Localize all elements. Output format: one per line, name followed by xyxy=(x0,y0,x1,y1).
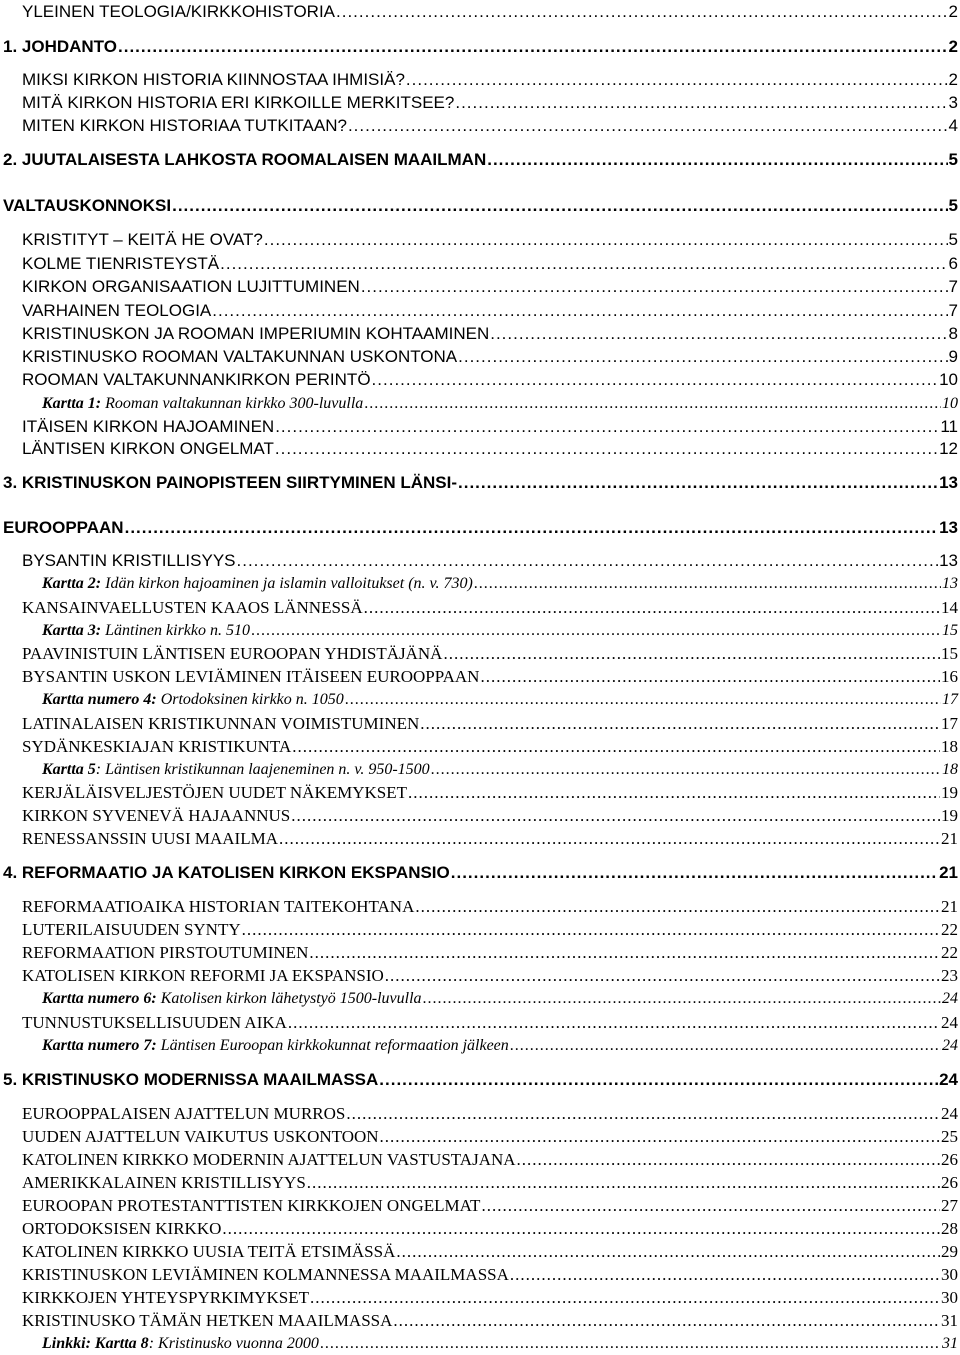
toc-entry-title: KATOLINEN KIRKKO UUSIA TEITÄ ETSIMÄSSÄ xyxy=(22,1242,396,1261)
dot-leader xyxy=(251,620,941,642)
dot-leader xyxy=(380,1126,940,1148)
toc-entry[interactable] xyxy=(3,195,958,217)
dot-leader xyxy=(510,1264,940,1286)
toc-entry[interactable] xyxy=(22,828,958,850)
toc-entry-title: SYDÄNKESKIAJAN KRISTIKUNTA xyxy=(22,737,292,756)
map-caption: Läntinen kirkko n. 510 xyxy=(101,622,250,639)
toc-entry-title: KRISTINUSKO TÄMÄN HETKEN MAAILMASSA xyxy=(22,1311,393,1330)
page-number: 10 xyxy=(939,370,958,389)
toc-entry-title: KATOLINEN KIRKKO MODERNIN AJATTELUN VASTUSTAJANA xyxy=(22,1150,516,1169)
dot-leader xyxy=(348,115,948,137)
page-number: 17 xyxy=(942,691,958,708)
toc-entry-title: MITÄ KIRKON HISTORIA ERI KIRKOILLE MERKITSEE? xyxy=(22,93,455,112)
dot-leader xyxy=(264,229,948,251)
dot-leader xyxy=(379,1069,938,1091)
toc-entry[interactable] xyxy=(22,438,958,460)
toc-entry[interactable] xyxy=(22,69,958,91)
page-number: 21 xyxy=(941,829,958,848)
map-label: Kartta 5 xyxy=(42,761,96,778)
toc-entry[interactable] xyxy=(22,1241,958,1263)
page-number: 21 xyxy=(939,863,958,882)
page-number: 26 xyxy=(941,1173,958,1192)
toc-entry[interactable] xyxy=(22,416,958,438)
toc-entry[interactable] xyxy=(42,573,958,595)
toc-entry[interactable] xyxy=(22,1,958,23)
toc-entry-title: BYSANTIN USKON LEVIÄMINEN ITÄISEEN EUROOPPAAN xyxy=(22,667,480,686)
dot-leader xyxy=(420,713,940,735)
toc-entry[interactable] xyxy=(42,1035,958,1057)
page-number: 24 xyxy=(942,1037,958,1054)
page-number: 3 xyxy=(948,93,958,112)
dot-leader xyxy=(361,276,948,298)
toc-entry[interactable] xyxy=(22,896,958,918)
page-number: 30 xyxy=(941,1288,958,1307)
toc-entry[interactable] xyxy=(22,736,958,758)
page-number: 23 xyxy=(941,966,958,985)
toc-entry[interactable] xyxy=(22,1012,958,1034)
toc-entry-title: KRISTINUSKO ROOMAN VALTAKUNNAN USKONTONA xyxy=(22,347,458,366)
toc-entry[interactable] xyxy=(22,550,958,572)
toc-entry-title: EUROOPPALAISEN AJATTELUN MURROS xyxy=(22,1104,346,1123)
page-number: 5 xyxy=(948,150,958,169)
toc-entry-title: VALTAUSKONNOKSI xyxy=(3,196,172,215)
map-label: Kartta 2: xyxy=(42,575,102,592)
dot-leader xyxy=(423,988,941,1010)
toc-entry-title: KIRKON SYVENEVÄ HAJAANNUS xyxy=(22,806,291,825)
map-caption: Rooman valtakunnan kirkko 300-luvulla xyxy=(101,395,364,412)
dot-leader xyxy=(451,862,938,884)
toc-entry-title: EUROOPAN PROTESTANTTISTEN KIRKKOJEN ONGELMAT xyxy=(22,1196,481,1215)
toc-entry[interactable] xyxy=(3,472,958,494)
toc-entry[interactable] xyxy=(22,1310,958,1332)
toc-entry-title: MIKSI KIRKON HISTORIA KIINNOSTAA IHMISIÄ? xyxy=(22,70,405,89)
dot-leader xyxy=(406,69,948,91)
dot-leader xyxy=(222,1218,940,1240)
page-number: 13 xyxy=(939,473,958,492)
map-label: Linkki: Kartta 8 xyxy=(42,1335,149,1352)
toc-entry[interactable] xyxy=(42,689,958,711)
dot-leader xyxy=(320,1333,941,1355)
dot-leader xyxy=(275,416,939,438)
page-number: 30 xyxy=(941,1265,958,1284)
toc-entry[interactable] xyxy=(22,919,958,941)
toc-entry-title: MITEN KIRKON HISTORIAA TUTKITAAN? xyxy=(22,116,347,135)
dot-leader xyxy=(393,1310,940,1332)
toc-entry-title: 1. JOHDANTO xyxy=(3,37,117,56)
toc-entry[interactable] xyxy=(22,276,958,298)
toc-entry[interactable] xyxy=(22,115,958,137)
page-number: 2 xyxy=(948,37,958,56)
dot-leader xyxy=(372,369,939,391)
dot-leader xyxy=(396,1241,940,1263)
page-number: 18 xyxy=(942,761,958,778)
dot-leader xyxy=(310,1287,940,1309)
map-caption: Läntisen Euroopan kirkkokunnat reformaation jälkeen xyxy=(156,1037,509,1054)
map-caption: : Kristinusko vuonna 2000 xyxy=(148,1335,319,1352)
dot-leader xyxy=(408,782,940,804)
toc-entry-title: YLEINEN TEOLOGIA/KIRKKOHISTORIA xyxy=(22,2,336,21)
toc-entry[interactable] xyxy=(22,92,958,114)
toc-entry[interactable] xyxy=(42,759,958,781)
toc-entry-title: REFORMAATIOAIKA HISTORIAN TAITEKOHTANA xyxy=(22,897,415,916)
toc-entry[interactable] xyxy=(22,300,958,322)
toc-entry[interactable] xyxy=(22,1149,958,1171)
page-number: 9 xyxy=(948,347,958,366)
dot-leader xyxy=(291,805,940,827)
page-number: 31 xyxy=(941,1311,958,1330)
toc-entry[interactable] xyxy=(42,393,958,415)
toc-entry-title xyxy=(42,759,430,781)
toc-entry-title: KATOLISEN KIRKON REFORMI JA EKSPANSIO xyxy=(22,966,384,985)
toc-entry-title: KRISTINUSKON JA ROOMAN IMPERIUMIN KOHTAAMINEN xyxy=(22,324,490,343)
toc-entry-title: KIRKKOJEN YHTEYSPYRKIMYKSET xyxy=(22,1288,309,1307)
toc-entry-title xyxy=(42,573,473,595)
dot-leader xyxy=(431,759,941,781)
toc-entry[interactable] xyxy=(3,862,958,884)
toc-entry[interactable] xyxy=(42,620,958,642)
toc-entry-title: ITÄISEN KIRKON HAJOAMINEN xyxy=(22,417,275,436)
toc-entry-title: UUDEN AJATTELUN VAIKUTUS USKONTOON xyxy=(22,1127,379,1146)
page-number: 22 xyxy=(941,920,958,939)
dot-leader xyxy=(292,736,940,758)
map-caption: : Läntisen kristikunnan laajeneminen n. v. 950-1500 xyxy=(95,761,430,778)
toc-entry-title: KANSAINVAELLUSTEN KAAOS LÄNNESSÄ xyxy=(22,598,363,617)
toc-entry[interactable] xyxy=(22,1195,958,1217)
toc-entry[interactable] xyxy=(3,149,958,171)
toc-entry[interactable] xyxy=(22,965,958,987)
toc-entry-title xyxy=(42,689,344,711)
page-number: 5 xyxy=(948,196,958,215)
page-number: 13 xyxy=(942,575,958,592)
page-number: 15 xyxy=(941,644,958,663)
toc-entry[interactable] xyxy=(3,517,958,539)
page-number: 25 xyxy=(941,1127,958,1146)
dot-leader xyxy=(517,1149,940,1171)
toc-entry[interactable] xyxy=(22,1264,958,1286)
toc-entry[interactable] xyxy=(22,1126,958,1148)
toc-entry[interactable] xyxy=(3,36,958,58)
toc-entry-title xyxy=(42,1333,319,1355)
toc-entry-title: BYSANTIN KRISTILLISYYS xyxy=(22,551,236,570)
map-caption: Ortodoksinen kirkko n. 1050 xyxy=(156,691,344,708)
toc-entry-title: LUTERILAISUUDEN SYNTY xyxy=(22,920,241,939)
map-caption: Katolisen kirkon lähetystyö 1500-luvulla xyxy=(156,990,422,1007)
dot-leader xyxy=(346,1103,940,1125)
page-number: 4 xyxy=(948,116,958,135)
toc-entry[interactable] xyxy=(22,1172,958,1194)
toc-entry-title: KRISTITYT – KEITÄ HE OVAT? xyxy=(22,230,263,249)
toc-entry[interactable] xyxy=(22,253,958,275)
map-label: Kartta numero 6: xyxy=(42,990,157,1007)
toc-entry-title: KIRKON ORGANISAATION LUJITTUMINEN xyxy=(22,277,360,296)
toc-entry[interactable] xyxy=(22,1218,958,1240)
page-number: 24 xyxy=(939,1070,958,1089)
page-number: 7 xyxy=(948,301,958,320)
toc-entry-title: REFORMAATION PIRSTOUTUMINEN xyxy=(22,943,309,962)
page-number: 16 xyxy=(941,667,958,686)
map-caption: Idän kirkon hajoaminen ja islamin valloitukset (n. v. 730) xyxy=(101,575,473,592)
dot-leader xyxy=(336,1,948,23)
map-label: Kartta numero 4: xyxy=(42,691,157,708)
toc-entry-title: ROOMAN VALTAKUNNANKIRKON PERINTÖ xyxy=(22,370,371,389)
toc-entry[interactable] xyxy=(22,346,958,368)
dot-leader xyxy=(242,919,940,941)
toc-entry-title: KRISTINUSKON LEVIÄMINEN KOLMANNESSA MAAILMASSA xyxy=(22,1265,509,1284)
dot-leader xyxy=(458,346,947,368)
map-label: Kartta numero 7: xyxy=(42,1037,157,1054)
dot-leader xyxy=(220,253,947,275)
toc-entry[interactable] xyxy=(22,666,958,688)
toc-entry-title xyxy=(42,1035,509,1057)
dot-leader xyxy=(125,517,938,539)
page-number: 7 xyxy=(948,277,958,296)
page-number: 2 xyxy=(948,70,958,89)
page-number: 27 xyxy=(941,1196,958,1215)
page-number: 5 xyxy=(948,230,958,249)
dot-leader xyxy=(118,36,948,58)
dot-leader xyxy=(364,393,941,415)
dot-leader xyxy=(510,1035,941,1057)
page-number: 2 xyxy=(948,2,958,21)
toc-entry[interactable] xyxy=(22,643,958,665)
page-number: 19 xyxy=(941,783,958,802)
dot-leader xyxy=(307,1172,940,1194)
toc-entry[interactable] xyxy=(3,1069,958,1091)
dot-leader xyxy=(275,438,938,460)
toc-entry[interactable] xyxy=(22,942,958,964)
toc-entry[interactable] xyxy=(22,369,958,391)
dot-leader xyxy=(481,1195,940,1217)
toc-entry-title xyxy=(42,988,422,1010)
page-number: 13 xyxy=(939,551,958,570)
dot-leader xyxy=(279,828,940,850)
dot-leader xyxy=(288,1012,940,1034)
toc-entry-title: EUROOPPAAN xyxy=(3,518,124,537)
page-number: 24 xyxy=(941,1104,958,1123)
page-number: 22 xyxy=(941,943,958,962)
page-number: 12 xyxy=(939,439,958,458)
toc-entry-title: TUNNUSTUKSELLISUUDEN AIKA xyxy=(22,1013,287,1032)
toc-entry[interactable] xyxy=(22,713,958,735)
dot-leader xyxy=(345,689,941,711)
toc-entry-title: VARHAINEN TEOLOGIA xyxy=(22,301,212,320)
dot-leader xyxy=(455,92,947,114)
dot-leader xyxy=(172,195,947,217)
toc-entry-title xyxy=(42,620,250,642)
page-number: 13 xyxy=(939,518,958,537)
toc-entry-title: LÄNTISEN KIRKON ONGELMAT xyxy=(22,439,274,458)
page-number: 24 xyxy=(941,1013,958,1032)
page-number: 18 xyxy=(941,737,958,756)
page-number: 15 xyxy=(942,622,958,639)
dot-leader xyxy=(309,942,940,964)
toc-entry-title xyxy=(42,393,363,415)
dot-leader xyxy=(487,149,947,171)
page-number: 10 xyxy=(942,395,958,412)
page-number: 28 xyxy=(941,1219,958,1238)
map-label: Kartta 1: xyxy=(42,395,102,412)
toc-entry-title: RENESSANSSIN UUSI MAAILMA xyxy=(22,829,278,848)
toc-entry-title: 2. JUUTALAISESTA LAHKOSTA ROOMALAISEN MAAILMAN xyxy=(3,150,487,169)
toc-entry-title: 4. REFORMAATIO JA KATOLISEN KIRKON EKSPANSIO xyxy=(3,863,450,882)
dot-leader xyxy=(364,597,940,619)
toc-entry-title: PAAVINISTUIN LÄNTISEN EUROOPAN YHDISTÄJÄNÄ xyxy=(22,644,443,663)
page-number: 26 xyxy=(941,1150,958,1169)
dot-leader xyxy=(490,323,947,345)
dot-leader xyxy=(474,573,941,595)
page-number: 8 xyxy=(948,324,958,343)
toc-entry-title: ORTODOKSISEN KIRKKO xyxy=(22,1219,222,1238)
toc-entry-title: LATINALAISEN KRISTIKUNNAN VOIMISTUMINEN xyxy=(22,714,420,733)
toc-entry-title: KERJÄLÄISVELJESTÖJEN UUDET NÄKEMYKSET xyxy=(22,783,408,802)
toc-entry-title: 5. KRISTINUSKO MODERNISSA MAAILMASSA xyxy=(3,1070,379,1089)
page-number: 11 xyxy=(940,417,958,436)
toc-entry[interactable] xyxy=(22,782,958,804)
toc-entry[interactable] xyxy=(22,597,958,619)
dot-leader xyxy=(237,550,939,572)
toc-entry[interactable] xyxy=(22,1287,958,1309)
dot-leader xyxy=(480,666,940,688)
toc-entry[interactable] xyxy=(42,988,958,1010)
page-number: 31 xyxy=(942,1335,958,1352)
page-number: 19 xyxy=(941,806,958,825)
toc-entry[interactable] xyxy=(22,323,958,345)
map-label: Kartta 3: xyxy=(42,622,102,639)
dot-leader xyxy=(443,643,940,665)
page-number: 14 xyxy=(941,598,958,617)
toc-entry[interactable] xyxy=(22,229,958,251)
dot-leader xyxy=(385,965,940,987)
toc-entry[interactable] xyxy=(22,1103,958,1125)
page-number: 6 xyxy=(948,254,958,273)
page-number: 24 xyxy=(942,990,958,1007)
page-number: 21 xyxy=(941,897,958,916)
toc-entry-title: AMERIKKALAINEN KRISTILLISYYS xyxy=(22,1173,306,1192)
toc-entry[interactable] xyxy=(22,805,958,827)
dot-leader xyxy=(415,896,940,918)
toc-entry-title: KOLME TIENRISTEYSTÄ xyxy=(22,254,220,273)
dot-leader xyxy=(212,300,947,322)
page-number: 17 xyxy=(941,714,958,733)
page-number: 29 xyxy=(941,1242,958,1261)
dot-leader xyxy=(458,472,938,494)
toc-entry-title: 3. KRISTINUSKON PAINOPISTEEN SIIRTYMINEN LÄNSI- xyxy=(3,473,458,492)
toc-entry[interactable] xyxy=(42,1333,958,1355)
